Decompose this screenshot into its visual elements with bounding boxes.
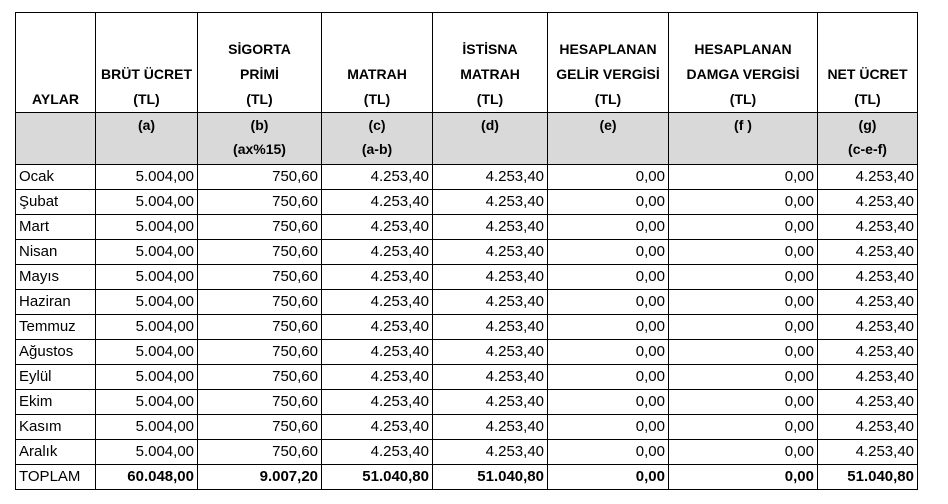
header-tax-base: MATRAH (TL): [322, 13, 433, 113]
row-label-cell: Aralık: [16, 440, 96, 465]
value-cell: 4.253,40: [818, 415, 918, 440]
formula-cell-net: (g) (c-e-f): [818, 113, 918, 165]
value-cell: 0,00: [669, 265, 818, 290]
formula-cell-stamp-tax: (f ): [669, 113, 818, 165]
value-cell: 0,00: [548, 440, 669, 465]
value-cell: 4.253,40: [818, 265, 918, 290]
value-cell: 750,60: [198, 190, 322, 215]
value-cell: 0,00: [669, 290, 818, 315]
value-cell: 4.253,40: [322, 415, 433, 440]
value-cell: 5.004,00: [96, 215, 198, 240]
value-cell: 4.253,40: [322, 190, 433, 215]
value-cell: 750,60: [198, 215, 322, 240]
value-cell: 5.004,00: [96, 290, 198, 315]
value-cell: 0,00: [669, 365, 818, 390]
table-row: [16, 265, 918, 290]
value-cell: 0,00: [669, 340, 818, 365]
value-cell: 5.004,00: [96, 190, 198, 215]
value-cell: 4.253,40: [818, 165, 918, 190]
value-cell: 5.004,00: [96, 315, 198, 340]
value-cell: 4.253,40: [433, 290, 548, 315]
value-cell: 5.004,00: [96, 265, 198, 290]
row-label-cell: TOPLAM: [16, 465, 96, 490]
value-cell: 750,60: [198, 440, 322, 465]
header-income-tax: HESAPLANAN GELİR VERGİSİ (TL): [548, 13, 669, 113]
formula-cell-income-tax: (e): [548, 113, 669, 165]
value-cell: 0,00: [669, 215, 818, 240]
value-cell: 4.253,40: [818, 240, 918, 265]
value-cell: 4.253,40: [322, 165, 433, 190]
table-row: [16, 190, 918, 215]
value-cell: 5.004,00: [96, 365, 198, 390]
value-cell: 4.253,40: [818, 340, 918, 365]
value-cell: 0,00: [548, 465, 669, 490]
header-insurance-premium: SİGORTA PRİMİ (TL): [198, 13, 322, 113]
formula-cell-tax-base: (c) (a-b): [322, 113, 433, 165]
value-cell: 4.253,40: [818, 440, 918, 465]
value-cell: 4.253,40: [433, 265, 548, 290]
value-cell: 0,00: [669, 315, 818, 340]
value-cell: 4.253,40: [818, 190, 918, 215]
value-cell: 4.253,40: [433, 415, 548, 440]
table-body: [16, 165, 918, 490]
header-row: [16, 13, 918, 113]
value-cell: 0,00: [548, 315, 669, 340]
value-cell: 0,00: [548, 390, 669, 415]
value-cell: 0,00: [548, 415, 669, 440]
total-row: [16, 465, 918, 490]
value-cell: 5.004,00: [96, 390, 198, 415]
value-cell: 4.253,40: [433, 240, 548, 265]
value-cell: 4.253,40: [818, 215, 918, 240]
value-cell: 5.004,00: [96, 240, 198, 265]
value-cell: 4.253,40: [818, 390, 918, 415]
header-stamp-tax: HESAPLANAN DAMGA VERGİSİ (TL): [669, 13, 818, 113]
value-cell: 4.253,40: [818, 290, 918, 315]
value-cell: 750,60: [198, 415, 322, 440]
value-cell: 0,00: [669, 190, 818, 215]
row-label-cell: Temmuz: [16, 315, 96, 340]
value-cell: 0,00: [669, 165, 818, 190]
value-cell: 4.253,40: [433, 215, 548, 240]
value-cell: 4.253,40: [322, 215, 433, 240]
value-cell: 5.004,00: [96, 340, 198, 365]
value-cell: 0,00: [669, 240, 818, 265]
value-cell: 750,60: [198, 390, 322, 415]
value-cell: 4.253,40: [322, 440, 433, 465]
table-row: [16, 340, 918, 365]
value-cell: 4.253,40: [433, 390, 548, 415]
value-cell: 4.253,40: [322, 265, 433, 290]
row-label-cell: Mayıs: [16, 265, 96, 290]
row-label-cell: Şubat: [16, 190, 96, 215]
value-cell: 4.253,40: [322, 240, 433, 265]
value-cell: 4.253,40: [818, 365, 918, 390]
value-cell: 750,60: [198, 265, 322, 290]
value-cell: 4.253,40: [433, 315, 548, 340]
table-row: [16, 365, 918, 390]
header-net-wage: NET ÜCRET (TL): [818, 13, 918, 113]
value-cell: 0,00: [669, 415, 818, 440]
value-cell: 9.007,20: [198, 465, 322, 490]
value-cell: 4.253,40: [322, 315, 433, 340]
salary-table: [15, 12, 918, 490]
header-months: AYLAR: [16, 13, 96, 113]
header-gross-wage: BRÜT ÜCRET (TL): [96, 13, 198, 113]
value-cell: 0,00: [548, 265, 669, 290]
value-cell: 0,00: [669, 390, 818, 415]
value-cell: 4.253,40: [433, 190, 548, 215]
value-cell: 750,60: [198, 290, 322, 315]
table-row: [16, 315, 918, 340]
row-label-cell: Ekim: [16, 390, 96, 415]
value-cell: 0,00: [669, 465, 818, 490]
header-exempt-base: İSTİSNA MATRAH (TL): [433, 13, 548, 113]
value-cell: 60.048,00: [96, 465, 198, 490]
value-cell: 0,00: [548, 215, 669, 240]
value-cell: 4.253,40: [322, 290, 433, 315]
row-label-cell: Ocak: [16, 165, 96, 190]
row-label-cell: Ağustos: [16, 340, 96, 365]
value-cell: 0,00: [548, 290, 669, 315]
table-row: [16, 215, 918, 240]
value-cell: 5.004,00: [96, 415, 198, 440]
formula-cell-insurance: (b) (ax%15): [198, 113, 322, 165]
value-cell: 4.253,40: [322, 340, 433, 365]
table-row: [16, 415, 918, 440]
row-label-cell: Nisan: [16, 240, 96, 265]
value-cell: 51.040,80: [322, 465, 433, 490]
value-cell: 750,60: [198, 315, 322, 340]
value-cell: 5.004,00: [96, 165, 198, 190]
value-cell: 0,00: [548, 365, 669, 390]
formula-cell-months: [16, 113, 96, 165]
value-cell: 0,00: [548, 240, 669, 265]
value-cell: 4.253,40: [433, 165, 548, 190]
value-cell: 4.253,40: [818, 315, 918, 340]
table-row: [16, 440, 918, 465]
formula-cell-gross: (a): [96, 113, 198, 165]
table-row: [16, 390, 918, 415]
value-cell: 0,00: [548, 340, 669, 365]
table-row: [16, 240, 918, 265]
row-label-cell: Eylül: [16, 365, 96, 390]
formula-row: [16, 113, 918, 165]
value-cell: 750,60: [198, 165, 322, 190]
row-label-cell: Kasım: [16, 415, 96, 440]
value-cell: 51.040,80: [433, 465, 548, 490]
value-cell: 51.040,80: [818, 465, 918, 490]
value-cell: 0,00: [548, 165, 669, 190]
value-cell: 4.253,40: [433, 365, 548, 390]
value-cell: 750,60: [198, 240, 322, 265]
value-cell: 750,60: [198, 340, 322, 365]
row-label-cell: Mart: [16, 215, 96, 240]
value-cell: 5.004,00: [96, 440, 198, 465]
table-row: [16, 165, 918, 190]
formula-cell-exempt: (d): [433, 113, 548, 165]
row-label-cell: Haziran: [16, 290, 96, 315]
value-cell: 4.253,40: [322, 365, 433, 390]
value-cell: 0,00: [548, 190, 669, 215]
value-cell: 4.253,40: [433, 340, 548, 365]
value-cell: 0,00: [669, 440, 818, 465]
value-cell: 4.253,40: [433, 440, 548, 465]
table-row: [16, 290, 918, 315]
value-cell: 750,60: [198, 365, 322, 390]
value-cell: 4.253,40: [322, 390, 433, 415]
